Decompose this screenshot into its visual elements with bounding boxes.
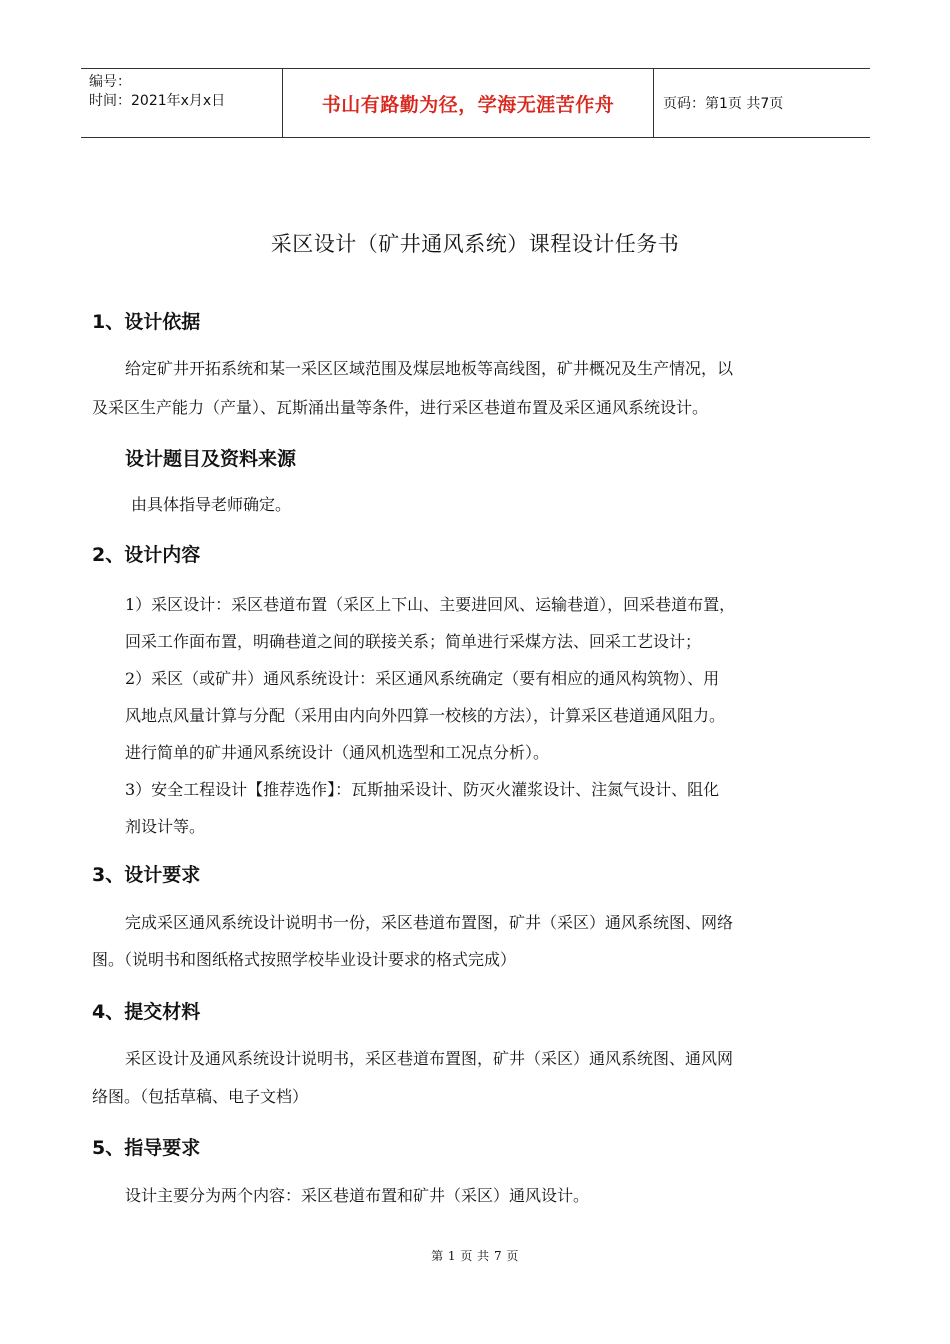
serial-label: 编号： xyxy=(89,74,131,90)
section-4-heading: 4、提交材料 xyxy=(92,1001,201,1023)
motto: 书山有路勤为径，学海无涯苦作舟 xyxy=(282,69,654,137)
section-2-heading: 2、设计内容 xyxy=(92,544,201,566)
section-3-para-line-2: 图。（说明书和图纸格式按照学校毕业设计要求的格式完成） xyxy=(92,950,517,969)
section-1-para-line-1: 给定矿井开拓系统和某一采区区域范围及煤层地板等高线图，矿井概况及生产情况，以 xyxy=(125,359,734,378)
section-4-para-line-2: 络图。（包括草稿、电子文档） xyxy=(92,1087,309,1106)
section-2-item-2-line-1: 2）采区（或矿井）通风系统设计：采区通风系统确定（要有相应的通风构筑物）、用 xyxy=(125,669,720,688)
section-2-item-2-line-2: 风地点风量计算与分配（采用由内向外四算一校核的方法），计算采区巷道通风阻力。 xyxy=(125,706,726,725)
section-1-sub-heading: 设计题目及资料来源 xyxy=(125,448,297,470)
section-4-para-line-1: 采区设计及通风系统设计说明书，采区巷道布置图，矿井（采区）通风系统图、通风网 xyxy=(125,1049,734,1068)
page-header xyxy=(81,68,870,138)
page-label: 页码：第1页 共7页 xyxy=(663,96,784,112)
section-1-para-line-2: 及采区生产能力（产量）、瓦斯涌出量等条件，进行采区巷道布置及采区通风系统设计。 xyxy=(92,398,709,417)
section-2-item-1-line-2: 回采工作面布置，明确巷道之间的联接关系；简单进行采煤方法、回采工艺设计； xyxy=(125,632,702,651)
section-3-para-line-1: 完成采区通风系统设计说明书一份，采区巷道布置图，矿井（采区）通风系统图、网络 xyxy=(125,913,734,932)
section-5-heading: 5、指导要求 xyxy=(92,1137,201,1159)
document-title: 采区设计（矿井通风系统）课程设计任务书 xyxy=(270,232,680,256)
page-footer: 第 1 页 共 7 页 xyxy=(431,1249,519,1263)
section-2-item-1-line-1: 1）采区设计：采区巷道布置（采区上下山、主要进回风、运输巷道），回采巷道布置， xyxy=(125,595,736,614)
section-1-sub-para: 由具体指导老师确定。 xyxy=(131,495,292,514)
section-2-item-3-line-2: 剂设计等。 xyxy=(125,817,206,836)
section-2-item-2-line-3: 进行简单的矿井通风系统设计（通风机选型和工况点分析）。 xyxy=(125,743,550,762)
header-meta xyxy=(81,69,282,137)
section-3-heading: 3、设计要求 xyxy=(92,864,201,886)
section-1-heading: 1、设计依据 xyxy=(92,311,201,333)
section-2-item-3-line-1: 3）安全工程设计【推荐选作】：瓦斯抽采设计、防灭火灌浆设计、注氮气设计、阻化 xyxy=(125,780,720,799)
date-label: 时间：2021年x月x日 xyxy=(89,93,226,109)
section-5-para-line-1: 设计主要分为两个内容：采区巷道布置和矿井（采区）通风设计。 xyxy=(125,1186,590,1205)
